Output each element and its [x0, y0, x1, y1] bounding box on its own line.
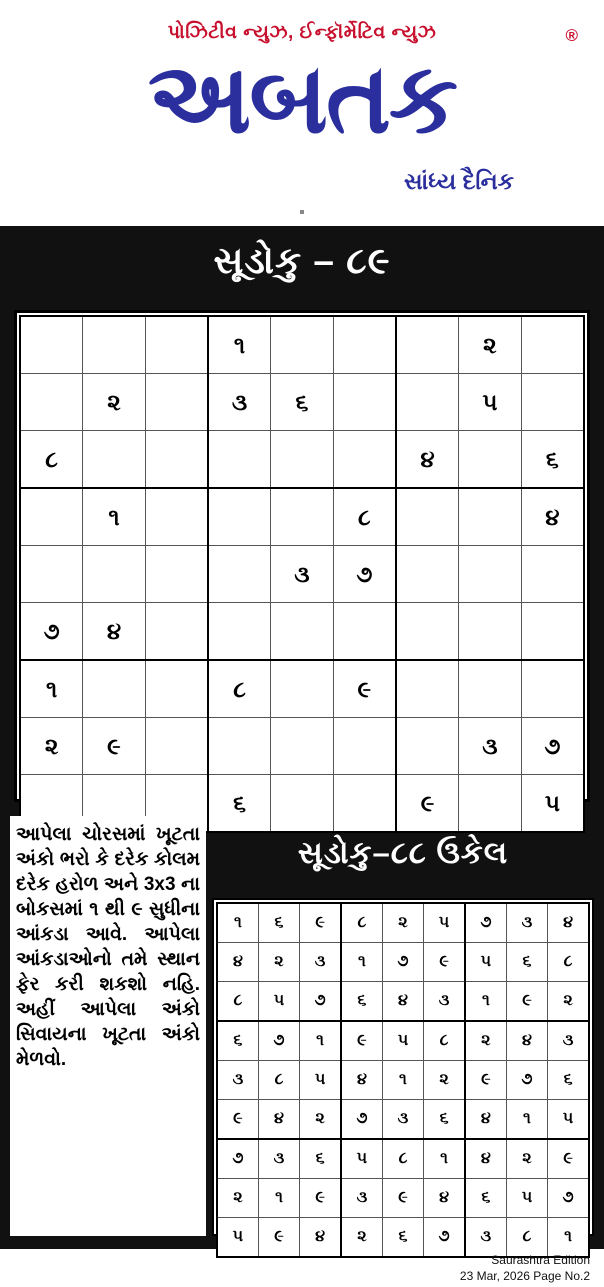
sudoku-cell[interactable] — [271, 718, 334, 775]
sudoku-cell[interactable] — [145, 603, 208, 661]
sudoku-cell[interactable] — [521, 316, 584, 374]
solution-cell: ૮ — [506, 1218, 547, 1258]
solution-cell: ૬ — [465, 1179, 506, 1218]
solution-cell: ૩ — [300, 943, 341, 982]
sudoku-cell[interactable] — [83, 431, 146, 489]
sudoku-cell[interactable] — [459, 431, 522, 489]
solution-cell: ૭ — [300, 982, 341, 1022]
solution-cell: ૧ — [424, 1139, 465, 1179]
solution-cell: ૪ — [506, 1021, 547, 1061]
sudoku-cell[interactable]: ૩ — [459, 718, 522, 775]
sudoku-cell[interactable]: ૨ — [459, 316, 522, 374]
solution-cell: ૬ — [382, 1218, 423, 1258]
sudoku-solution-table — [216, 902, 590, 1258]
sudoku-cell[interactable] — [271, 660, 334, 718]
date-page-label: 23 Mar, 2026 Page No.2 — [459, 1269, 590, 1283]
sudoku-cell[interactable] — [271, 431, 334, 489]
solution-cell: ૯ — [465, 1061, 506, 1100]
sudoku-cell[interactable] — [83, 546, 146, 603]
solution-title: સૂડોકુ–૮૮ ઉકેલ — [297, 834, 509, 870]
solution-cell: ૯ — [300, 903, 341, 943]
sudoku-cell[interactable] — [459, 603, 522, 661]
solution-cell: ૩ — [548, 1021, 589, 1061]
sudoku-cell[interactable] — [20, 488, 83, 546]
solution-cell: ૯ — [217, 1100, 258, 1140]
solution-cell: ૯ — [300, 1179, 341, 1218]
solution-cell: ૨ — [382, 903, 423, 943]
solution-cell: ૭ — [506, 1061, 547, 1100]
sudoku-cell[interactable]: ૫ — [459, 374, 522, 431]
sudoku-cell[interactable]: ૧ — [20, 660, 83, 718]
instructions-text: આપેલા ચોરસમાં ખૂટતા અંકો ભરો કે દરેક કોલમ દરેક હરોળ અને 3x3 ના બોકસમાં ૧ થી ૯ સુધીના આંકડા આવે. આપેલા આંકડાઓનો તમે સ્થાન ફેર કરી શકશો નહિ. અહીં આપેલા અંકો સિવાયના ખૂટતા અંકો મેળવો. — [10, 816, 206, 1236]
sudoku-cell[interactable] — [208, 488, 271, 546]
sudoku-cell[interactable] — [521, 374, 584, 431]
registered-trademark-icon: ® — [565, 26, 578, 45]
sudoku-cell[interactable] — [208, 603, 271, 661]
solution-cell: ૯ — [506, 982, 547, 1022]
solution-cell: ૯ — [258, 1218, 299, 1258]
solution-cell: ૩ — [217, 1061, 258, 1100]
solution-cell: ૪ — [300, 1218, 341, 1258]
solution-cell: ૧ — [506, 1100, 547, 1140]
sudoku-cell[interactable]: ૪ — [521, 488, 584, 546]
solution-cell: ૫ — [300, 1061, 341, 1100]
solution-cell: ૨ — [217, 1179, 258, 1218]
sudoku-cell[interactable] — [145, 660, 208, 718]
sudoku-cell[interactable] — [20, 546, 83, 603]
sudoku-cell[interactable]: ૯ — [396, 775, 459, 833]
solution-cell: ૭ — [548, 1179, 589, 1218]
sudoku-cell[interactable] — [521, 546, 584, 603]
table-row — [217, 1139, 589, 1179]
sudoku-cell[interactable]: ૯ — [333, 660, 396, 718]
sudoku-cell[interactable] — [145, 546, 208, 603]
solution-cell: ૨ — [341, 1218, 382, 1258]
sudoku-cell[interactable]: ૬ — [208, 775, 271, 833]
sudoku-cell[interactable] — [333, 431, 396, 489]
solution-cell: ૪ — [258, 1100, 299, 1140]
solution-cell: ૬ — [424, 1100, 465, 1140]
solution-cell: ૭ — [465, 903, 506, 943]
solution-cell: ૧ — [465, 982, 506, 1022]
solution-cell: ૧ — [382, 1061, 423, 1100]
solution-cell: ૭ — [424, 1218, 465, 1258]
sudoku-puzzle-body — [20, 316, 584, 832]
solution-cell: ૨ — [300, 1100, 341, 1140]
sudoku-cell[interactable]: ૮ — [208, 660, 271, 718]
sudoku-cell[interactable]: ૭ — [20, 603, 83, 661]
sudoku-cell[interactable]: ૮ — [20, 431, 83, 489]
sudoku-cell[interactable]: ૩ — [271, 546, 334, 603]
table-row — [20, 431, 584, 489]
sudoku-cell[interactable] — [521, 660, 584, 718]
sudoku-puzzle-table[interactable] — [19, 315, 585, 833]
sudoku-cell[interactable]: ૮ — [333, 488, 396, 546]
solution-cell: ૧ — [548, 1218, 589, 1258]
solution-cell: ૭ — [217, 1139, 258, 1179]
sudoku-solution-body — [217, 903, 589, 1257]
solution-cell: ૩ — [506, 903, 547, 943]
sudoku-cell[interactable]: ૧ — [83, 488, 146, 546]
solution-cell: ૨ — [424, 1061, 465, 1100]
sudoku-cell[interactable] — [459, 488, 522, 546]
solution-cell: ૧ — [300, 1021, 341, 1061]
solution-cell: ૨ — [506, 1139, 547, 1179]
solution-cell: ૮ — [382, 1139, 423, 1179]
solution-cell: ૩ — [382, 1100, 423, 1140]
sudoku-cell[interactable] — [271, 488, 334, 546]
sudoku-cell[interactable] — [208, 546, 271, 603]
table-row — [217, 1021, 589, 1061]
sudoku-cell[interactable] — [83, 316, 146, 374]
sudoku-cell[interactable] — [145, 316, 208, 374]
solution-cell: ૫ — [382, 1021, 423, 1061]
solution-cell: ૩ — [341, 1179, 382, 1218]
sudoku-cell[interactable] — [333, 374, 396, 431]
sudoku-cell[interactable]: ૯ — [83, 718, 146, 775]
solution-cell: ૨ — [465, 1021, 506, 1061]
solution-cell: ૫ — [465, 943, 506, 982]
sudoku-cell[interactable] — [333, 316, 396, 374]
sudoku-cell[interactable]: ૩ — [208, 374, 271, 431]
sudoku-cell[interactable]: ૭ — [333, 546, 396, 603]
sudoku-cell[interactable] — [459, 660, 522, 718]
table-row — [217, 982, 589, 1022]
solution-cell: ૬ — [217, 1021, 258, 1061]
sudoku-cell[interactable]: ૪ — [83, 603, 146, 661]
sudoku-solution-grid — [212, 898, 594, 1245]
solution-cell: ૪ — [465, 1139, 506, 1179]
solution-cell: ૯ — [341, 1021, 382, 1061]
solution-cell: ૪ — [382, 982, 423, 1022]
solution-cell: ૭ — [382, 943, 423, 982]
solution-cell: ૪ — [217, 943, 258, 982]
solution-cell: ૮ — [217, 982, 258, 1022]
solution-cell: ૯ — [424, 943, 465, 982]
sudoku-cell[interactable] — [396, 546, 459, 603]
table-row — [217, 1100, 589, 1140]
solution-cell: ૩ — [465, 1218, 506, 1258]
sudoku-cell[interactable] — [521, 603, 584, 661]
table-row — [20, 603, 584, 661]
solution-cell: ૫ — [506, 1179, 547, 1218]
sudoku-cell[interactable] — [208, 431, 271, 489]
solution-cell: ૧ — [258, 1179, 299, 1218]
sudoku-cell[interactable] — [396, 603, 459, 661]
sudoku-cell[interactable]: ૬ — [271, 374, 334, 431]
solution-cell: ૮ — [424, 1021, 465, 1061]
sudoku-cell[interactable] — [271, 316, 334, 374]
footer — [0, 1252, 604, 1284]
sudoku-cell[interactable] — [145, 718, 208, 775]
sudoku-cell[interactable] — [333, 718, 396, 775]
sudoku-puzzle-grid[interactable] — [14, 310, 590, 816]
sudoku-cell[interactable]: ૫ — [521, 775, 584, 833]
solution-cell: ૯ — [548, 1139, 589, 1179]
solution-cell: ૭ — [258, 1021, 299, 1061]
sudoku-cell[interactable] — [20, 374, 83, 431]
solution-cell: ૬ — [300, 1139, 341, 1179]
solution-cell: ૫ — [258, 982, 299, 1022]
masthead — [0, 0, 604, 224]
table-row — [217, 903, 589, 943]
sudoku-cell[interactable] — [396, 374, 459, 431]
solution-cell: ૪ — [341, 1061, 382, 1100]
solution-cell: ૬ — [506, 943, 547, 982]
solution-cell: ૯ — [382, 1179, 423, 1218]
sudoku-cell[interactable] — [396, 718, 459, 775]
table-row — [217, 943, 589, 982]
table-row — [217, 1179, 589, 1218]
solution-cell: ૮ — [548, 943, 589, 982]
page-title: સૂડોકુ – ૮૯ — [213, 240, 391, 281]
solution-cell: ૭ — [341, 1100, 382, 1140]
sudoku-cell[interactable]: ૭ — [521, 718, 584, 775]
sudoku-cell[interactable] — [145, 488, 208, 546]
sudoku-cell[interactable] — [396, 488, 459, 546]
masthead-title: અબતક — [147, 43, 457, 153]
masthead-subtitle: સાંધ્ય દૈનિક — [403, 168, 514, 194]
solution-cell: ૬ — [341, 982, 382, 1022]
sudoku-cell[interactable]: ૨ — [20, 718, 83, 775]
solution-cell: ૩ — [258, 1139, 299, 1179]
sudoku-cell[interactable] — [83, 660, 146, 718]
sudoku-cell[interactable] — [396, 660, 459, 718]
table-row — [217, 1061, 589, 1100]
sudoku-cell[interactable] — [396, 316, 459, 374]
solution-cell: ૪ — [465, 1100, 506, 1140]
sudoku-cell[interactable]: ૨ — [83, 374, 146, 431]
solution-cell: ૮ — [341, 903, 382, 943]
solution-cell: ૬ — [258, 903, 299, 943]
solution-cell: ૨ — [548, 982, 589, 1022]
solution-cell: ૫ — [548, 1100, 589, 1140]
table-row — [20, 374, 584, 431]
sudoku-cell[interactable] — [333, 603, 396, 661]
table-row — [20, 316, 584, 374]
sudoku-cell[interactable]: ૪ — [396, 431, 459, 489]
edition-label: Saurashtra Edition — [491, 1253, 590, 1267]
sudoku-cell[interactable] — [20, 316, 83, 374]
sudoku-cell[interactable] — [145, 431, 208, 489]
table-row — [20, 488, 584, 546]
solution-cell: ૮ — [258, 1061, 299, 1100]
sudoku-cell[interactable]: ૧ — [208, 316, 271, 374]
sudoku-cell[interactable] — [271, 603, 334, 661]
solution-cell: ૪ — [424, 1179, 465, 1218]
sudoku-cell[interactable] — [145, 374, 208, 431]
solution-cell: ૫ — [341, 1139, 382, 1179]
solution-cell: ૧ — [217, 903, 258, 943]
solution-cell: ૩ — [424, 982, 465, 1022]
solution-cell: ૬ — [548, 1061, 589, 1100]
solution-cell: ૫ — [424, 903, 465, 943]
solution-cell: ૪ — [548, 903, 589, 943]
solution-cell: ૫ — [217, 1218, 258, 1258]
solution-cell: ૨ — [258, 943, 299, 982]
masthead-tagline: પોઝિટીવ ન્યુઝ, ઈન્ફૉર્મેટિવ ન્યુઝ — [167, 22, 437, 43]
puzzle-panel — [0, 226, 604, 1249]
sudoku-cell[interactable] — [208, 718, 271, 775]
table-row — [20, 660, 584, 718]
table-row — [20, 546, 584, 603]
sudoku-cell[interactable]: ૬ — [521, 431, 584, 489]
sudoku-cell[interactable] — [459, 546, 522, 603]
solution-cell: ૧ — [341, 943, 382, 982]
table-row — [20, 718, 584, 775]
masthead-divider-dot — [300, 210, 304, 214]
